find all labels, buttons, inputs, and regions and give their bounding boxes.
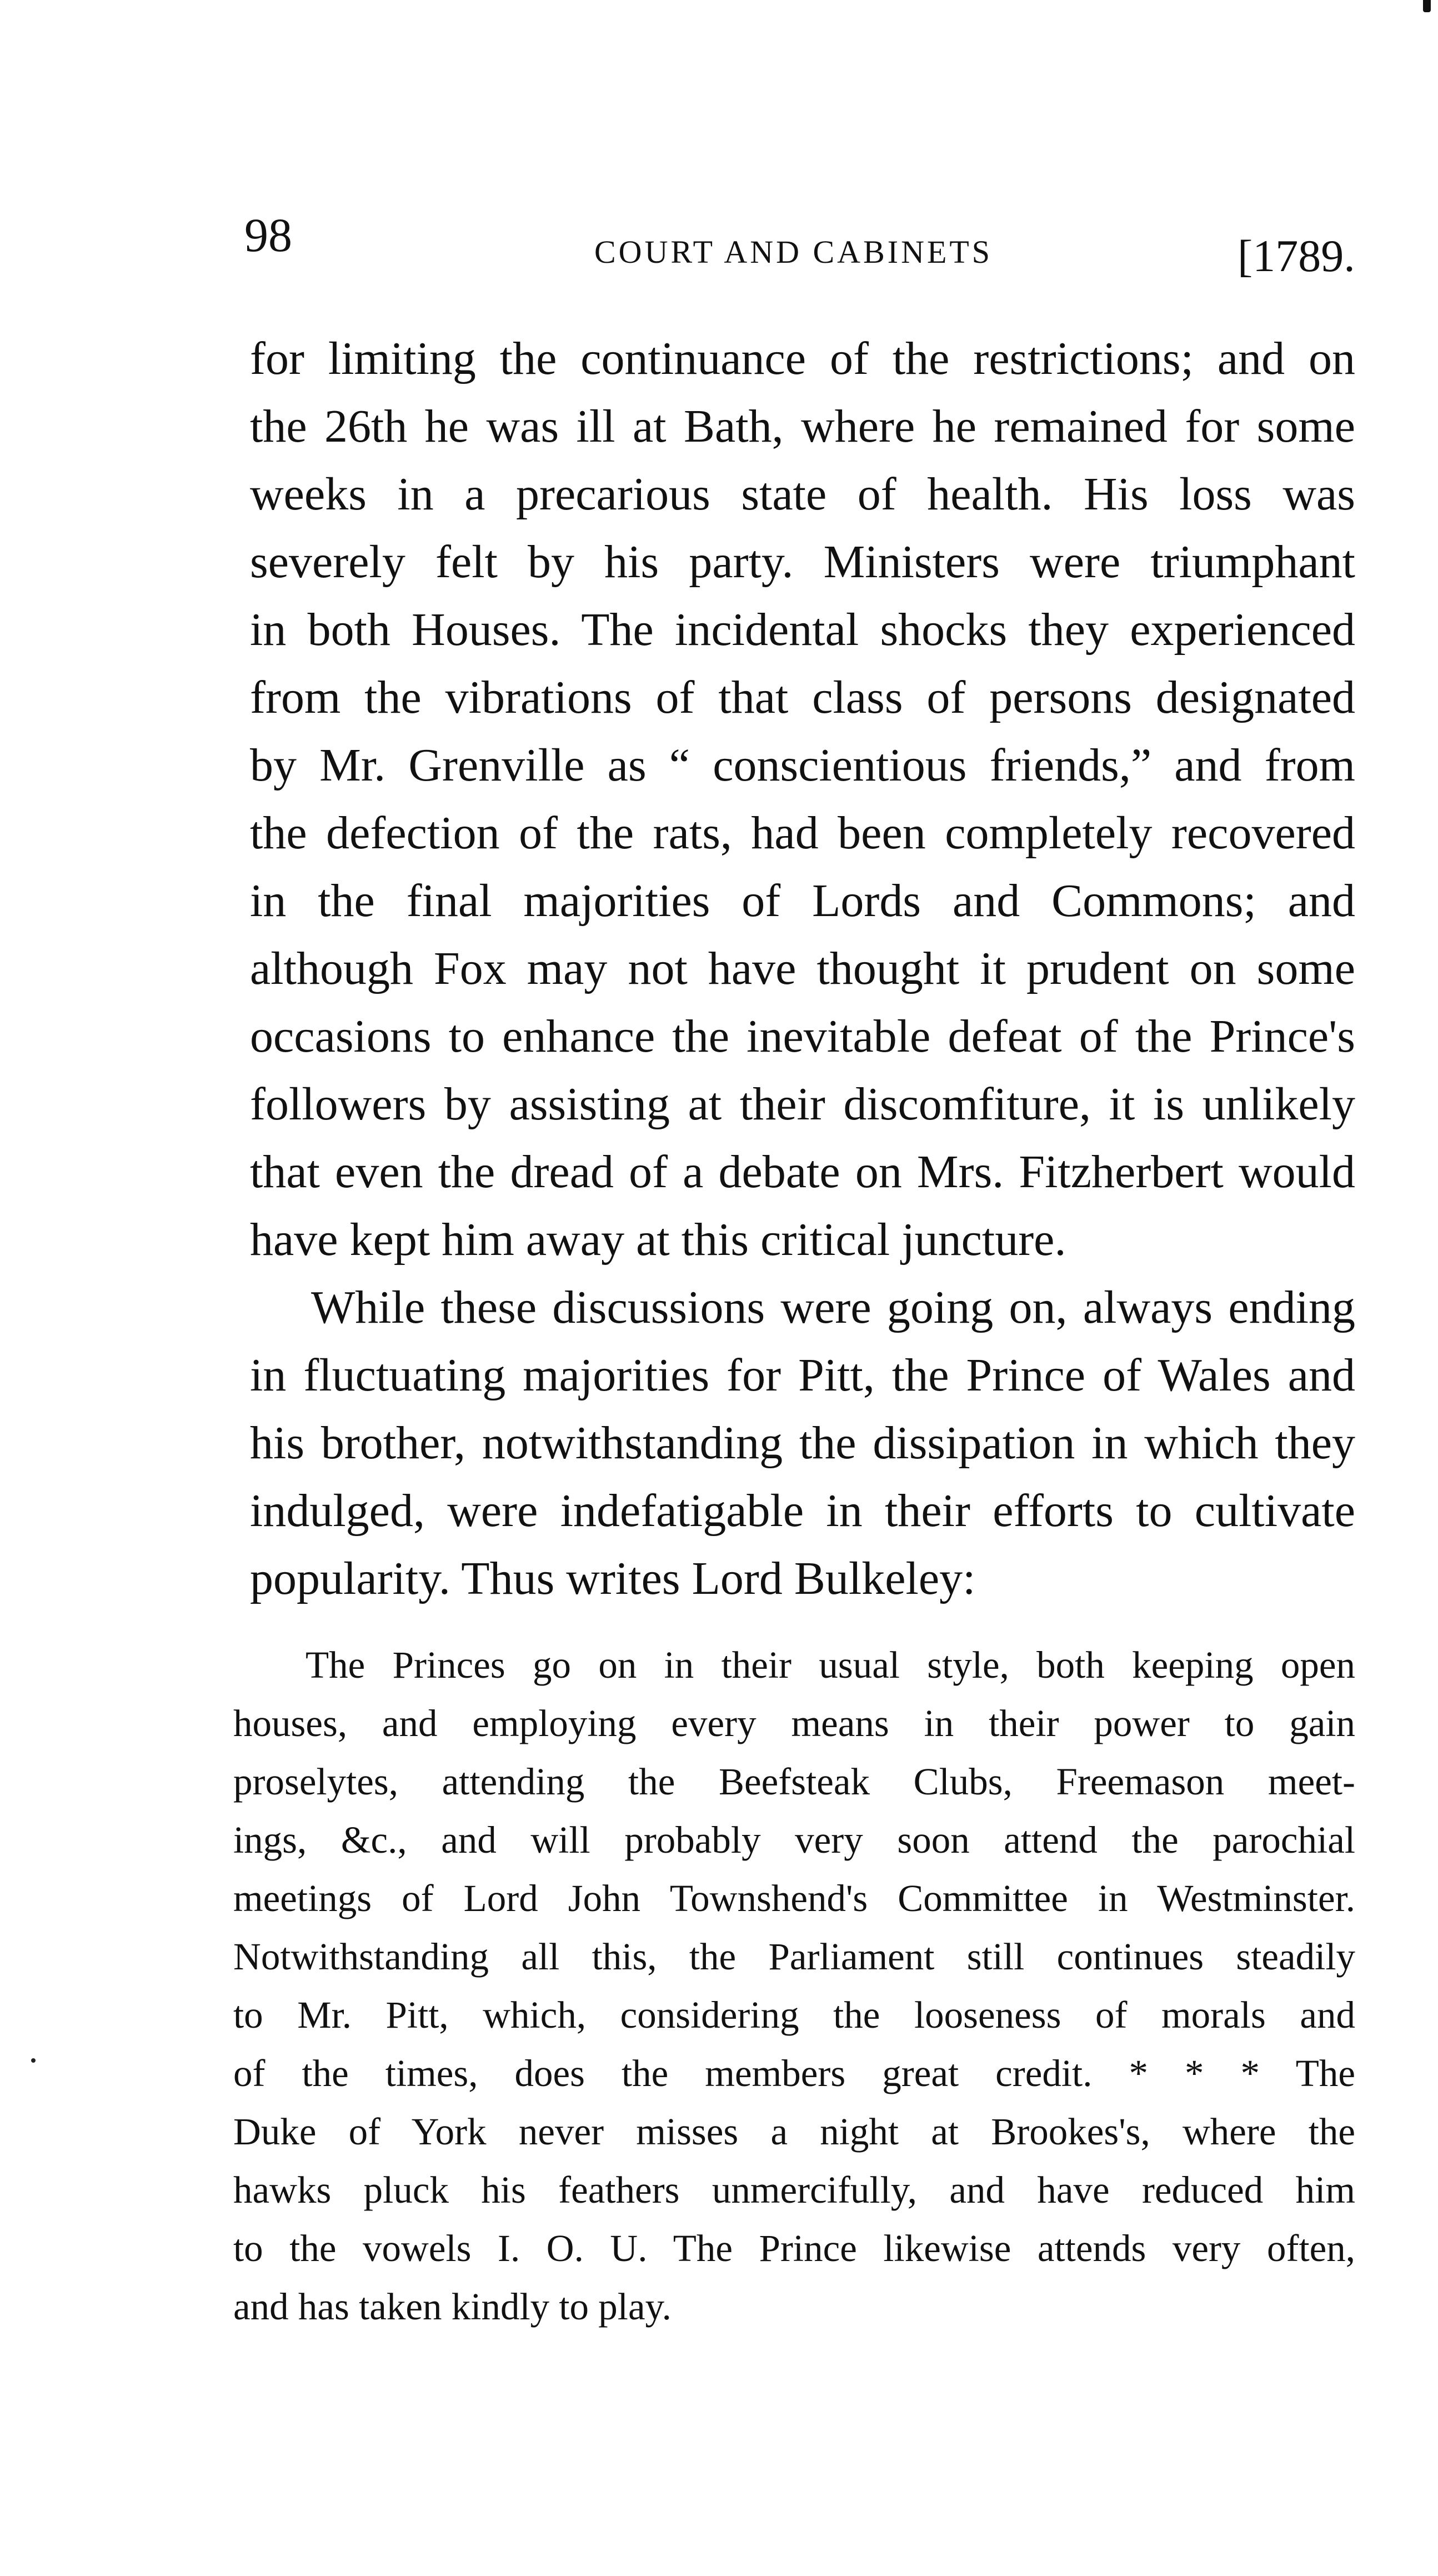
body-text — [250, 325, 1355, 1613]
quote-line: to Mr. Pitt, which, considering the looseness of morals and — [233, 1994, 1355, 2036]
quote-line: of the times, does the members great credit. * * * The — [233, 2052, 1355, 2094]
text-line: followers by assisting at their discomfiture, it is unlikely — [250, 1078, 1355, 1130]
quote-line: The Princes go on in their usual style, both keeping open — [305, 1644, 1355, 1686]
text-line: by Mr. Grenville as “ conscientious friends,” and from — [250, 739, 1355, 791]
text-line: in the final majorities of Lords and Commons; and — [250, 875, 1355, 927]
text-line: indulged, were indefatigable in their efforts to cultivate — [250, 1485, 1355, 1537]
text-line: have kept him away at this critical juncture. — [250, 1214, 1066, 1266]
text-line: weeks in a precarious state of health. His loss was — [250, 468, 1355, 520]
text-line: occasions to enhance the inevitable defeat of the Prince's — [250, 1011, 1355, 1062]
running-title: COURT AND CABINETS — [594, 234, 993, 270]
text-line: his brother, notwithstanding the dissipation in which they — [250, 1417, 1355, 1469]
paragraph-2 — [250, 1274, 1355, 1613]
quote-line: Notwithstanding all this, the Parliament still continues steadily — [233, 1935, 1355, 1978]
margin-ink-dot — [31, 2058, 36, 2063]
margin-ink-mark — [1423, 0, 1431, 12]
text-line: popularity. Thus writes Lord Bulkeley: — [250, 1553, 976, 1604]
text-line: the defection of the rats, had been completely recovered — [250, 807, 1355, 859]
text-line: although Fox may not have thought it prudent on some — [250, 943, 1355, 994]
quote-line: Duke of York never misses a night at Brookes's, where the — [233, 2110, 1355, 2153]
text-line: in fluctuating majorities for Pitt, the Prince of Wales and — [250, 1349, 1355, 1401]
running-year: [1789. — [1237, 231, 1355, 281]
quote-line: proselytes, attending the Beefsteak Clubs, Freemason meet- — [233, 1760, 1355, 1803]
paragraph-1 — [250, 325, 1355, 1274]
text-line: While these discussions were going on, always ending — [311, 1282, 1355, 1333]
page-number: 98 — [244, 208, 292, 262]
text-line: the 26th he was ill at Bath, where he remained for some — [250, 401, 1355, 452]
quote-line: ings, &c., and will probably very soon attend the parochial — [233, 1819, 1355, 1861]
quote-line: meetings of Lord John Townshend's Committee in Westminster. — [233, 1877, 1355, 1919]
quote-line: to the vowels I. O. U. The Prince likewise attends very often, — [233, 2227, 1355, 2269]
text-line: for limiting the continuance of the restrictions; and on — [250, 333, 1355, 384]
text-line: from the vibrations of that class of persons designated — [250, 672, 1355, 723]
quote-line: and has taken kindly to play. — [233, 2285, 672, 2328]
block-quotation — [233, 1636, 1355, 2336]
quote-line: hawks pluck his feathers unmercifully, and have reduced him — [233, 2169, 1355, 2211]
text-line: severely felt by his party. Ministers were triumphant — [250, 536, 1355, 588]
text-line: in both Houses. The incidental shocks they experienced — [250, 604, 1355, 656]
quote-line: houses, and employing every means in their power to gain — [233, 1702, 1355, 1744]
text-line: that even the dread of a debate on Mrs. Fitzherbert would — [250, 1146, 1355, 1198]
